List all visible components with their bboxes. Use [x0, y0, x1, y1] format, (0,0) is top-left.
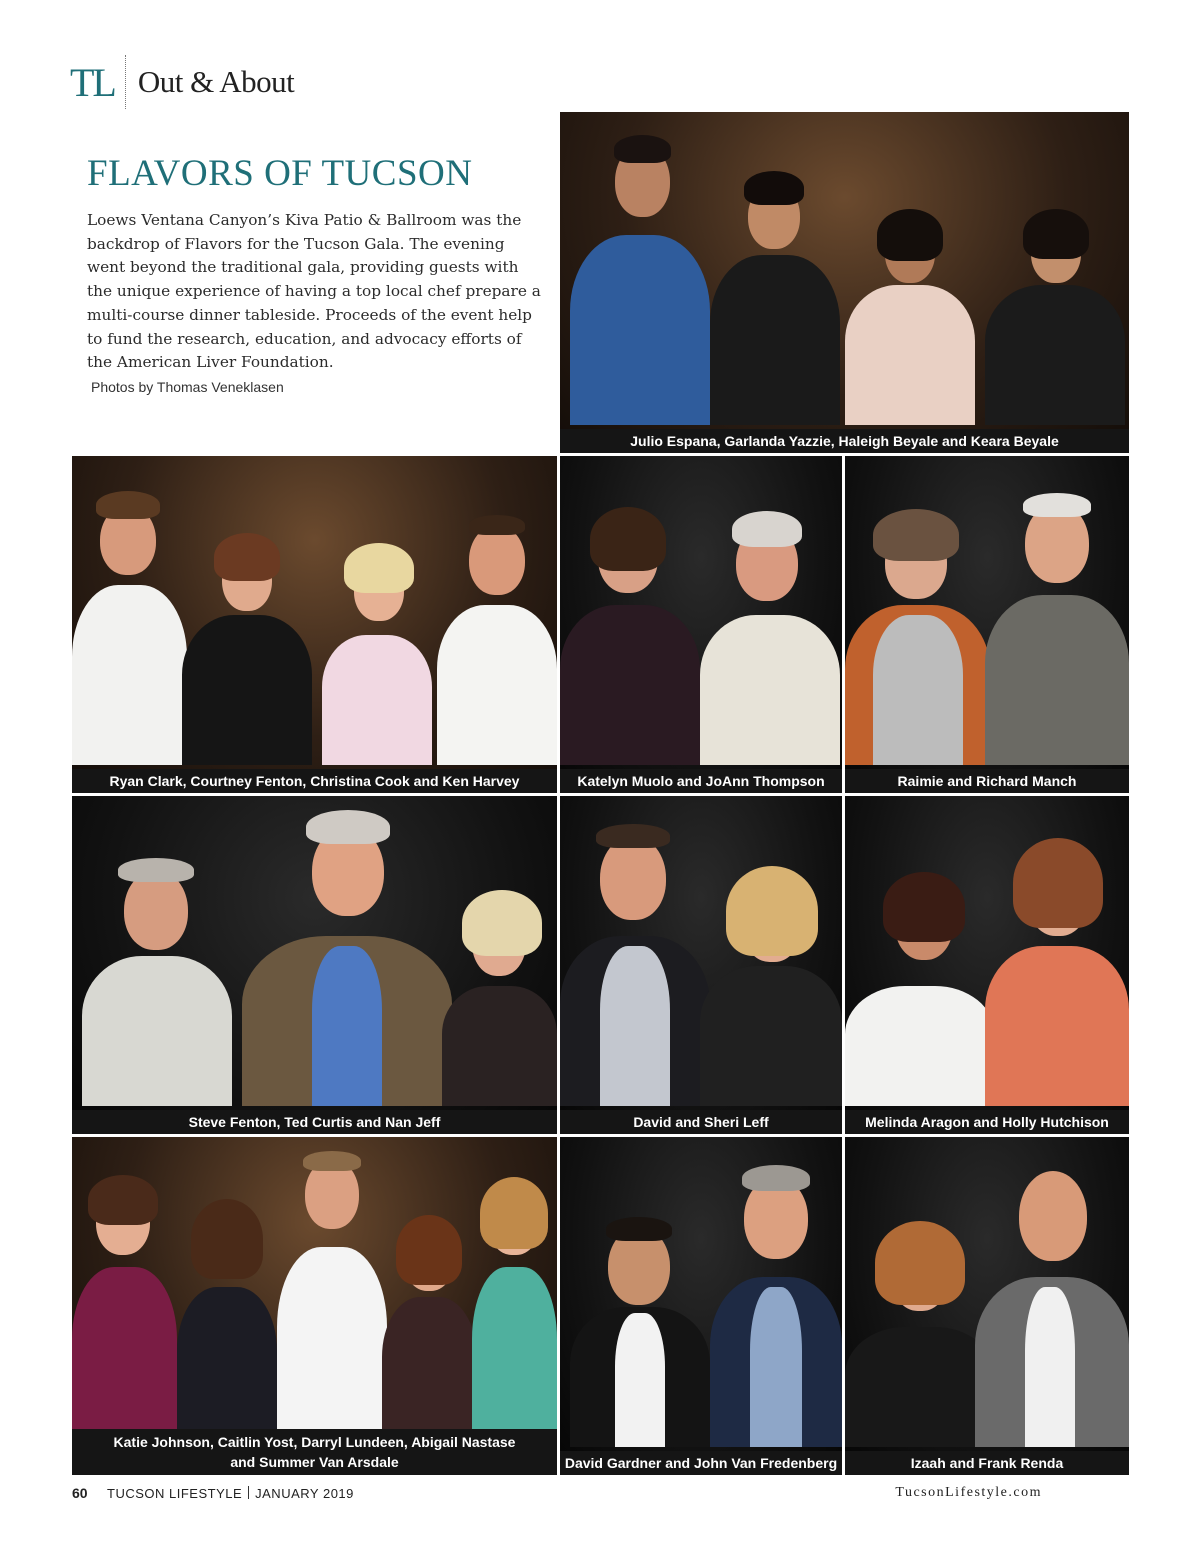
photo-caption: Steve Fenton, Ted Curtis and Nan Jeff: [72, 1110, 557, 1134]
person-figure: [242, 796, 452, 1106]
publication-name: TUCSON LIFESTYLE: [107, 1486, 243, 1501]
person-figure: [845, 485, 990, 765]
section-header: [70, 52, 294, 112]
photo-caption: Izaah and Frank Renda: [845, 1451, 1129, 1475]
person-figure: [985, 816, 1129, 1106]
person-figure: [182, 525, 312, 765]
photo-caption: Julio Espana, Garlanda Yazzie, Haleigh Beyale and Keara Beyale: [560, 429, 1129, 453]
section-name: Out & About: [137, 64, 295, 99]
person-figure: [985, 475, 1129, 765]
person-figure: [82, 826, 232, 1106]
website-url: TucsonLifestyle.com: [895, 1485, 1042, 1500]
photo-izaah-frank-renda: [845, 1137, 1129, 1475]
photo-espana-yazzie-beyale: [560, 112, 1129, 453]
person-figure: [845, 836, 995, 1106]
person-figure: [985, 205, 1125, 425]
person-figure: [560, 806, 710, 1106]
person-figure: [570, 125, 710, 425]
photo-caption: David Gardner and John Van Fredenberg: [560, 1451, 842, 1475]
person-figure: [700, 485, 840, 765]
page-footer: [72, 1478, 1042, 1508]
person-figure: [72, 1157, 177, 1447]
article-body: Loews Ventana Canyon’s Kiva Patio & Ballroom was the backdrop of Flavors for the Tucson Gala. The evening went beyond the traditional gala, providing guests with the unique experience of having a top local chef prepare a multi-course dinner tableside. Proceeds of the event help to fund the research, education, and advocacy efforts of the American Liver Foundation.: [87, 211, 541, 372]
photo-aragon-hutchison: [845, 796, 1129, 1134]
person-figure: [177, 1177, 277, 1447]
person-figure: [312, 535, 442, 765]
article-title: FLAVORS OF TUCSON: [87, 153, 473, 194]
publication-line: [107, 1486, 354, 1501]
person-figure: [277, 1147, 387, 1447]
person-figure: [437, 495, 557, 765]
person-figure: [442, 876, 557, 1106]
person-figure: [72, 475, 192, 765]
article-intro: [87, 152, 547, 395]
person-figure: [845, 205, 975, 425]
person-figure: [700, 836, 842, 1106]
photo-caption-line: Katie Johnson, Caitlin Yost, Darryl Lundeen, Abigail Nastase: [113, 1434, 516, 1450]
photo-david-sheri-leff: [560, 796, 842, 1134]
photo-caption: Melinda Aragon and Holly Hutchison: [845, 1110, 1129, 1134]
photo-caption: Ryan Clark, Courtney Fenton, Christina Cook and Ken Harvey: [72, 769, 557, 793]
magazine-logo: TL: [70, 59, 115, 105]
photo-clark-fenton-cook-harvey: [72, 456, 557, 793]
person-figure: [710, 165, 840, 425]
person-figure: [710, 1147, 842, 1447]
header-divider: [125, 55, 126, 109]
photo-johnson-yost-lundeen-nastase-vanarsdale: [72, 1137, 557, 1475]
photo-caption: [72, 1429, 557, 1475]
person-figure: [975, 1147, 1129, 1447]
photo-caption: David and Sheri Leff: [560, 1110, 842, 1134]
photo-caption: Raimie and Richard Manch: [845, 769, 1129, 793]
person-figure: [570, 1177, 710, 1447]
person-figure: [560, 485, 700, 765]
photo-fenton-curtis-jeff: [72, 796, 557, 1134]
person-figure: [472, 1167, 557, 1447]
photo-gardner-vanfredenberg: [560, 1137, 842, 1475]
person-figure: [845, 1207, 995, 1447]
photo-caption-line: and Summer Van Arsdale: [230, 1454, 399, 1470]
footer-divider: [248, 1486, 249, 1499]
issue-date: JANUARY 2019: [255, 1486, 354, 1501]
photo-credit: Photos by Thomas Veneklasen: [91, 378, 284, 395]
page-number: 60: [72, 1485, 88, 1501]
person-figure: [382, 1197, 477, 1447]
photo-muolo-thompson: [560, 456, 842, 793]
photo-caption: Katelyn Muolo and JoAnn Thompson: [560, 769, 842, 793]
photo-raimie-richard-manch: [845, 456, 1129, 793]
